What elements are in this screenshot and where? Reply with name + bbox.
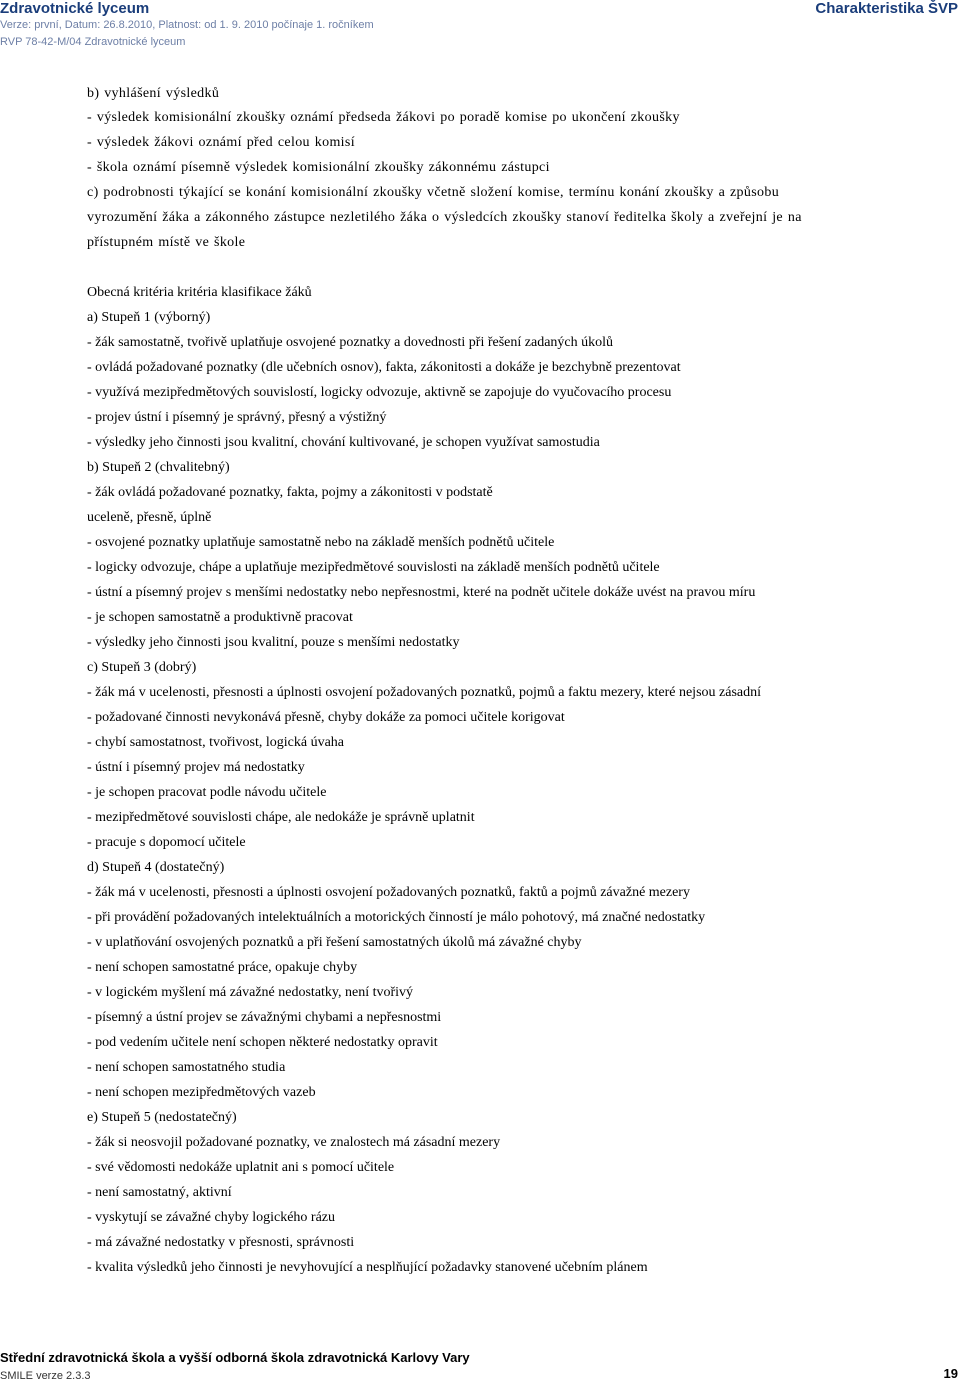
text-line: - požadované činnosti nevykonává přesně, chyby dokáže za pomoci učitele korigovat bbox=[87, 710, 565, 725]
text-line: - mezipředmětové souvislosti chápe, ale nedokáže je správně uplatnit bbox=[87, 810, 475, 825]
text-line: - v logickém myšlení má závažné nedostatky, není tvořivý bbox=[87, 985, 414, 1000]
text-line: - výsledek komisionální zkoušky oznámí předseda žákovi po poradě komise po ukončení zkoušky bbox=[87, 110, 680, 125]
text-line: uceleně, přesně, úplně bbox=[87, 510, 212, 525]
text-line: - žák ovládá požadované poznatky, fakta, pojmy a zákonitosti v podstatě bbox=[87, 485, 493, 500]
footer-school-name: Střední zdravotnická škola a vyšší odborná škola zdravotnická Karlovy Vary bbox=[0, 1350, 470, 1365]
text-line: - výsledek žákovi oznámí před celou komisí bbox=[87, 135, 355, 150]
footer-version: SMILE verze 2.3.3 bbox=[0, 1370, 91, 1382]
text-line: - je schopen samostatně a produktivně pracovat bbox=[87, 610, 353, 625]
text-line: e) Stupeň 5 (nedostatečný) bbox=[87, 1110, 237, 1125]
text-line: Obecná kritéria kritéria klasifikace žáků bbox=[87, 285, 312, 300]
text-line: - pracuje s dopomocí učitele bbox=[87, 835, 246, 850]
text-line: - v uplatňování osvojených poznatků a při řešení samostatných úkolů má závažné chyby bbox=[87, 935, 582, 950]
text-line: - není schopen samostatné práce, opakuje chyby bbox=[87, 960, 358, 975]
text-line: - škola oznámí písemně výsledek komisionální zkoušky zákonnému zástupci bbox=[87, 160, 550, 175]
text-line: b) Stupeň 2 (chvalitebný) bbox=[87, 460, 230, 475]
text-line: - žák samostatně, tvořivě uplatňuje osvojené poznatky a dovednosti při řešení zadaných úkolů bbox=[87, 335, 614, 350]
text-line: a) Stupeň 1 (výborný) bbox=[87, 310, 211, 325]
text-line: - výsledky jeho činnosti jsou kvalitní, pouze s menšími nedostatky bbox=[87, 635, 460, 650]
text-line: d) Stupeň 4 (dostatečný) bbox=[87, 860, 225, 875]
page-number: 19 bbox=[943, 1366, 958, 1381]
text-line: - využívá mezipředmětových souvislostí, logicky odvozuje, aktivně se zapojuje do vyučovacího procesu bbox=[87, 385, 672, 400]
text-line: - není schopen samostatného studia bbox=[87, 1060, 286, 1075]
text-line: - žák má v ucelenosti, přesnosti a úplnosti osvojení požadovaných poznatků, pojmů a faktu mezery, které nejsou zásadní bbox=[87, 685, 762, 700]
text-line: vyrozumění žáka a zákonného zástupce nezletilého žáka o výsledcích zkoušky stanoví ředitelka školy a zveřejní je na bbox=[87, 210, 802, 225]
text-line: c) podrobnosti týkající se konání komisionální zkoušky včetně složení komise, termínu konání zkoušky a způsobu bbox=[87, 185, 780, 200]
rvp-info: RVP 78-42-M/04 Zdravotnické lyceum bbox=[0, 36, 186, 48]
text-line: b) vyhlášení výsledků bbox=[87, 86, 220, 101]
text-line: - písemný a ústní projev se závažnými chybami a nepřesnostmi bbox=[87, 1010, 442, 1025]
text-line: - při provádění požadovaných intelektuálních a motorických činností je málo pohotový, má značné nedostatky bbox=[87, 910, 706, 925]
text-line: - žák má v ucelenosti, přesnosti a úplnosti osvojení požadovaných poznatků, faktů a pojmů závažné mezery bbox=[87, 885, 690, 900]
text-line: - má závažné nedostatky v přesnosti, správnosti bbox=[87, 1235, 355, 1250]
text-line: - projev ústní i písemný je správný, přesný a výstižný bbox=[87, 410, 387, 425]
text-line: - výsledky jeho činnosti jsou kvalitní, chování kultivované, je schopen využívat samostudia bbox=[87, 435, 600, 450]
text-line: - ústní a písemný projev s menšími nedostatky nebo nepřesnostmi, které na podnět učitele dokáže uvést na pravou míru bbox=[87, 585, 756, 600]
section-title: Charakteristika ŠVP bbox=[815, 0, 958, 17]
text-line: - ústní i písemný projev má nedostatky bbox=[87, 760, 305, 775]
text-line: - vyskytují se závažné chyby logického rázu bbox=[87, 1210, 336, 1225]
text-line: - logicky odvozuje, chápe a uplatňuje mezipředmětové souvislosti na základě menších podnětů učitele bbox=[87, 560, 660, 575]
text-line: - kvalita výsledků jeho činnosti je nevyhovující a nesplňující požadavky stanovené učebním plánem bbox=[87, 1260, 648, 1275]
text-line: - ovládá požadované poznatky (dle učebních osnov), fakta, zákonitosti a dokáže je bezchybně prezentovat bbox=[87, 360, 681, 375]
text-line: - své vědomosti nedokáže uplatnit ani s pomocí učitele bbox=[87, 1160, 395, 1175]
text-line: - není schopen mezipředmětových vazeb bbox=[87, 1085, 316, 1100]
text-line: - žák si neosvojil požadované poznatky, ve znalostech má zásadní mezery bbox=[87, 1135, 501, 1150]
text-line: - chybí samostatnost, tvořivost, logická úvaha bbox=[87, 735, 345, 750]
text-line: c) Stupeň 3 (dobrý) bbox=[87, 660, 197, 675]
version-info: Verze: první, Datum: 26.8.2010, Platnost: od 1. 9. 2010 počínaje 1. ročníkem bbox=[0, 19, 374, 31]
document-title: Zdravotnické lyceum bbox=[0, 0, 150, 17]
text-line: přístupném místě ve škole bbox=[87, 235, 246, 250]
text-line: - pod vedením učitele není schopen některé nedostatky opravit bbox=[87, 1035, 438, 1050]
text-line: - není samostatný, aktivní bbox=[87, 1185, 232, 1200]
text-line: - je schopen pracovat podle návodu učitele bbox=[87, 785, 327, 800]
text-line: - osvojené poznatky uplatňuje samostatně nebo na základě menších podnětů učitele bbox=[87, 535, 555, 550]
